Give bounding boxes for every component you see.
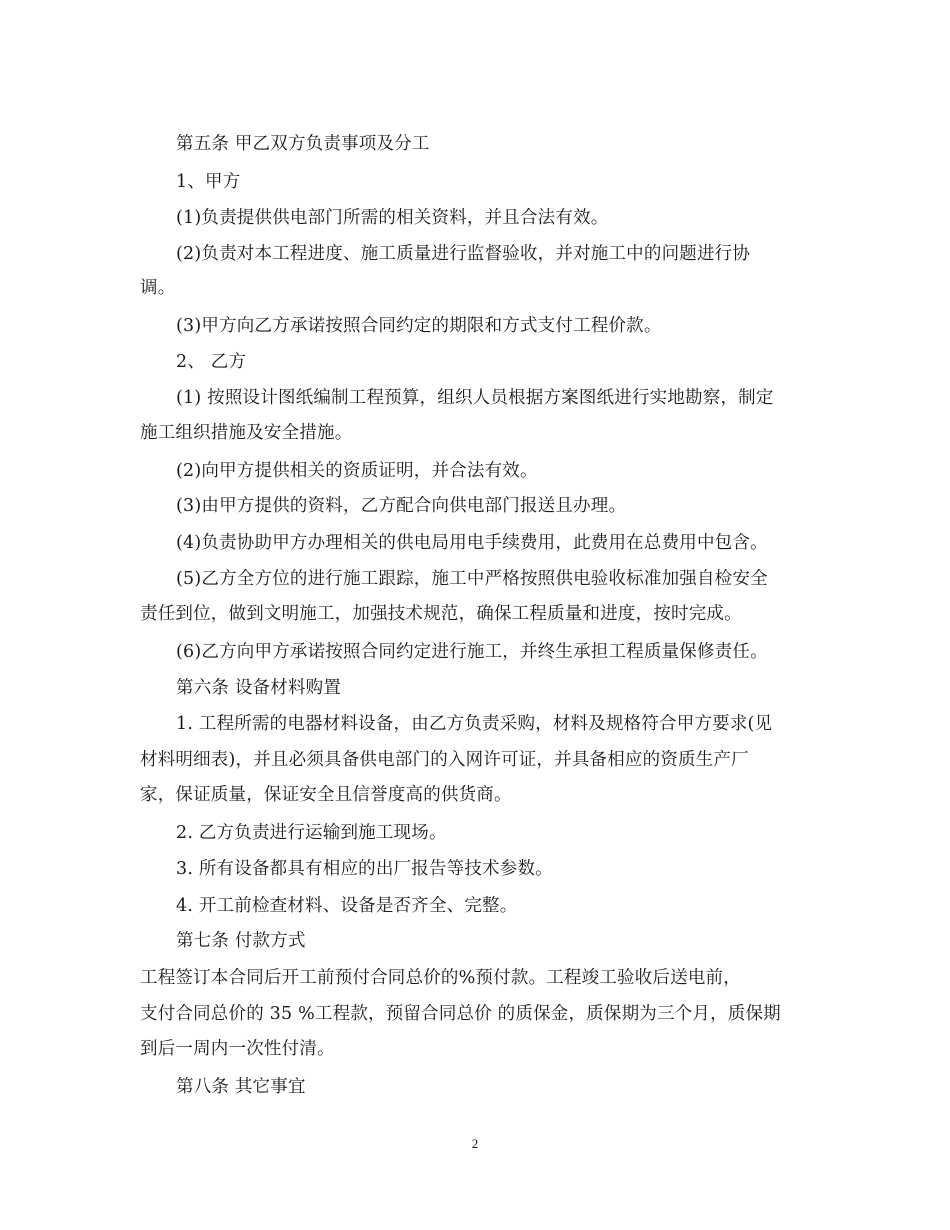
paragraph-line: (4)负责协助甲方办理相关的供电局用电手续费用，此费用在总费用中包含。 bbox=[176, 533, 768, 553]
subheading-party-a: 1、甲方 bbox=[176, 172, 241, 192]
page-number: 2 bbox=[471, 1136, 479, 1151]
section-heading-article-7: 第七条 付款方式 bbox=[176, 931, 306, 951]
paragraph-line: 调。 bbox=[140, 278, 176, 298]
paragraph-line: 家，保证质量，保证安全且信誉度高的供货商。 bbox=[140, 785, 512, 805]
paragraph-line: (5)乙方全方位的进行施工跟踪，施工中严格按照供电验收标准加强自检安全 bbox=[176, 569, 768, 589]
section-heading-article-5: 第五条 甲乙双方负责事项及分工 bbox=[176, 134, 430, 154]
paragraph-line: 到后一周内一次性付清。 bbox=[140, 1039, 335, 1059]
paragraph-line: 3. 所有设备都具有相应的出厂报告等技术参数。 bbox=[176, 859, 553, 879]
paragraph-line: 2. 乙方负责进行运输到施工现场。 bbox=[176, 823, 447, 843]
paragraph-line: 1. 工程所需的电器材料设备，由乙方负责采购，材料及规格符合甲方要求(见 bbox=[176, 714, 773, 734]
paragraph-line: 责任到位，做到文明施工，加强技术规范，确保工程质量和进度，按时完成。 bbox=[140, 604, 742, 624]
paragraph-line: (2)负责对本工程进度、施工质量进行监督验收，并对施工中的问题进行协 bbox=[176, 244, 751, 264]
paragraph-line: (2)向甲方提供相关的资质证明，并合法有效。 bbox=[176, 461, 538, 481]
paragraph-line: 材料明细表)，并且必须具备供电部门的入网许可证，并具备相应的资质生产厂 bbox=[140, 750, 749, 770]
paragraph-line: 工程签订本合同后开工前预付合同总价的%预付款。工程竣工验收后送电前， bbox=[140, 968, 741, 988]
paragraph-line: 4. 开工前检查材料、设备是否齐全、完整。 bbox=[176, 896, 518, 916]
paragraph-line: (1) 按照设计图纸编制工程预算，组织人员根据方案图纸进行实地勘察，制定 bbox=[176, 388, 774, 408]
section-heading-article-8: 第八条 其它事宜 bbox=[176, 1077, 306, 1097]
paragraph-line: 支付合同总价的 35 %工程款，预留合同总价 的质保金，质保期为三个月，质保期 bbox=[140, 1004, 781, 1024]
paragraph-line: (3)甲方向乙方承诺按照合同约定的期限和方式支付工程价款。 bbox=[176, 316, 662, 336]
section-heading-article-6: 第六条 设备材料购置 bbox=[176, 678, 342, 698]
paragraph-line: (3)由甲方提供的资料，乙方配合向供电部门报送且办理。 bbox=[176, 496, 627, 516]
subheading-party-b: 2、 乙方 bbox=[176, 352, 247, 372]
paragraph-line: (1)负责提供供电部门所需的相关资料，并且合法有效。 bbox=[176, 208, 609, 228]
paragraph-line: (6)乙方向甲方承诺按照合同约定进行施工，并终生承担工程质量保修责任。 bbox=[176, 642, 768, 662]
paragraph-line: 施工组织措施及安全措施。 bbox=[140, 423, 353, 443]
